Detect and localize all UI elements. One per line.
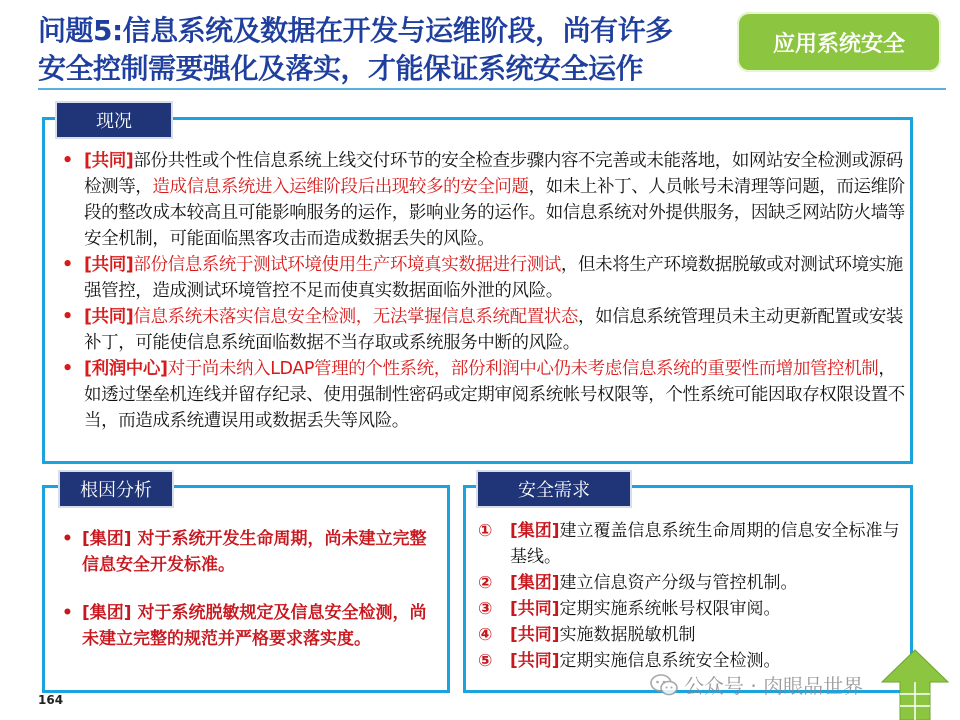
bullet: • xyxy=(62,255,73,275)
item-number: ① xyxy=(478,521,493,541)
status-item xyxy=(62,356,910,434)
requirement-item xyxy=(478,570,908,596)
bullet: • xyxy=(62,151,73,171)
item-number: ⑤ xyxy=(478,651,493,671)
root-cause-list xyxy=(62,526,437,674)
watermark-text: 公众号 · 肉眼品世界 xyxy=(684,674,864,698)
requirement-item xyxy=(478,596,908,622)
item-number: ② xyxy=(478,573,493,593)
requirement-prefix: [共同] xyxy=(510,625,560,645)
bullet: • xyxy=(62,529,73,549)
requirements-tag: 安全需求 xyxy=(476,470,632,508)
requirement-text: 定期实施信息系统安全检测。 xyxy=(559,651,781,671)
up-arrow-icon xyxy=(880,648,950,720)
status-text: ，如透过堡垒机连线并留存纪录、使用强制性密码或定期审阅系统帐号权限等，个性系统可能因取存权限设置不当，而造成系统遭误用或数据丢失等风险。 xyxy=(84,359,905,431)
root-cause-tag: 根因分析 xyxy=(58,470,174,508)
status-text-highlight: 部份信息系统于测试环境使用生产环境真实数据进行测试 xyxy=(133,255,561,275)
status-tag: 现况 xyxy=(55,101,173,139)
watermark xyxy=(650,670,863,699)
category-badge: 应用系统安全 xyxy=(737,12,941,72)
status-text: ，如未上补丁、人员帐号未清理等问题，而运维阶段的整改成本较高且可能影响服务的运作，影响业务的运作。如信息系统对外提供服务，因缺乏网站防火墙等安全机制，可能面临黑客攻击而造成数据丢失的风险。 xyxy=(84,177,905,249)
bullet: • xyxy=(62,359,73,379)
requirement-item xyxy=(478,622,908,648)
status-item-prefix: [共同] xyxy=(84,151,134,171)
requirement-prefix: [共同] xyxy=(510,599,560,619)
wechat-icon xyxy=(650,674,678,696)
root-cause-item xyxy=(62,526,437,578)
item-number: ④ xyxy=(478,625,493,645)
title-divider xyxy=(38,88,946,90)
status-item-prefix: [利润中心] xyxy=(84,359,168,379)
requirement-text: 建立信息资产分级与管控机制。 xyxy=(559,573,798,593)
requirement-prefix: [集团] xyxy=(510,573,560,593)
status-item xyxy=(62,148,910,252)
title-line-2: 安全控制需要强化及落实，才能保证系统安全运作 xyxy=(38,52,644,85)
root-cause-item xyxy=(62,600,437,652)
title-line-1: 问题5:信息系统及数据在开发与运维阶段，尚有许多 xyxy=(38,14,673,47)
status-text-highlight: 对于尚未纳入LDAP管理的个性系统，部份利润中心仍未考虑信息系统的重要性而增加管控机制 xyxy=(167,359,879,379)
status-list xyxy=(62,148,910,434)
status-text: 部份共性或个性信息系统上线交付环节的安全检查步骤内容不完善或未能落地，如网站安全检测或源码检测等， xyxy=(84,151,903,197)
requirement-prefix: [共同] xyxy=(510,651,560,671)
requirement-item xyxy=(478,518,908,570)
bullet: • xyxy=(62,307,73,327)
bullet: • xyxy=(62,603,73,623)
requirement-text: 建立覆盖信息系统生命周期的信息安全标准与基线。 xyxy=(510,521,900,567)
root-cause-text: [集团] 对于系统开发生命周期，尚未建立完整信息安全开发标准。 xyxy=(82,529,427,575)
status-item-prefix: [共同] xyxy=(84,307,134,327)
status-text-highlight: 造成信息系统进入运维阶段后出现较多的安全问题 xyxy=(152,177,529,197)
status-text: ，如信息系统管理员未主动更新配置或安装补丁，可能使信息系统面临数据不当存取或系统服务中断的风险。 xyxy=(84,307,903,353)
status-item xyxy=(62,252,910,304)
status-text: ，但未将生产环境数据脱敏或对测试环境实施强管控，造成测试环境管控不足而使真实数据面临外泄的风险。 xyxy=(84,255,903,301)
item-number: ③ xyxy=(478,599,493,619)
page-number: 164 xyxy=(38,693,64,707)
requirement-prefix: [集团] xyxy=(510,521,560,541)
requirement-text: 实施数据脱敏机制 xyxy=(559,625,696,645)
root-cause-text: [集团] 对于系统脱敏规定及信息安全检测，尚未建立完整的规范并严格要求落实度。 xyxy=(82,603,427,649)
status-text-highlight: 信息系统未落实信息安全检测，无法掌握信息系统配置状态 xyxy=(133,307,579,327)
page-title xyxy=(38,12,728,88)
status-item xyxy=(62,304,910,356)
requirement-text: 定期实施系统帐号权限审阅。 xyxy=(559,599,781,619)
status-item-prefix: [共同] xyxy=(84,255,134,275)
requirements-list xyxy=(478,518,908,674)
